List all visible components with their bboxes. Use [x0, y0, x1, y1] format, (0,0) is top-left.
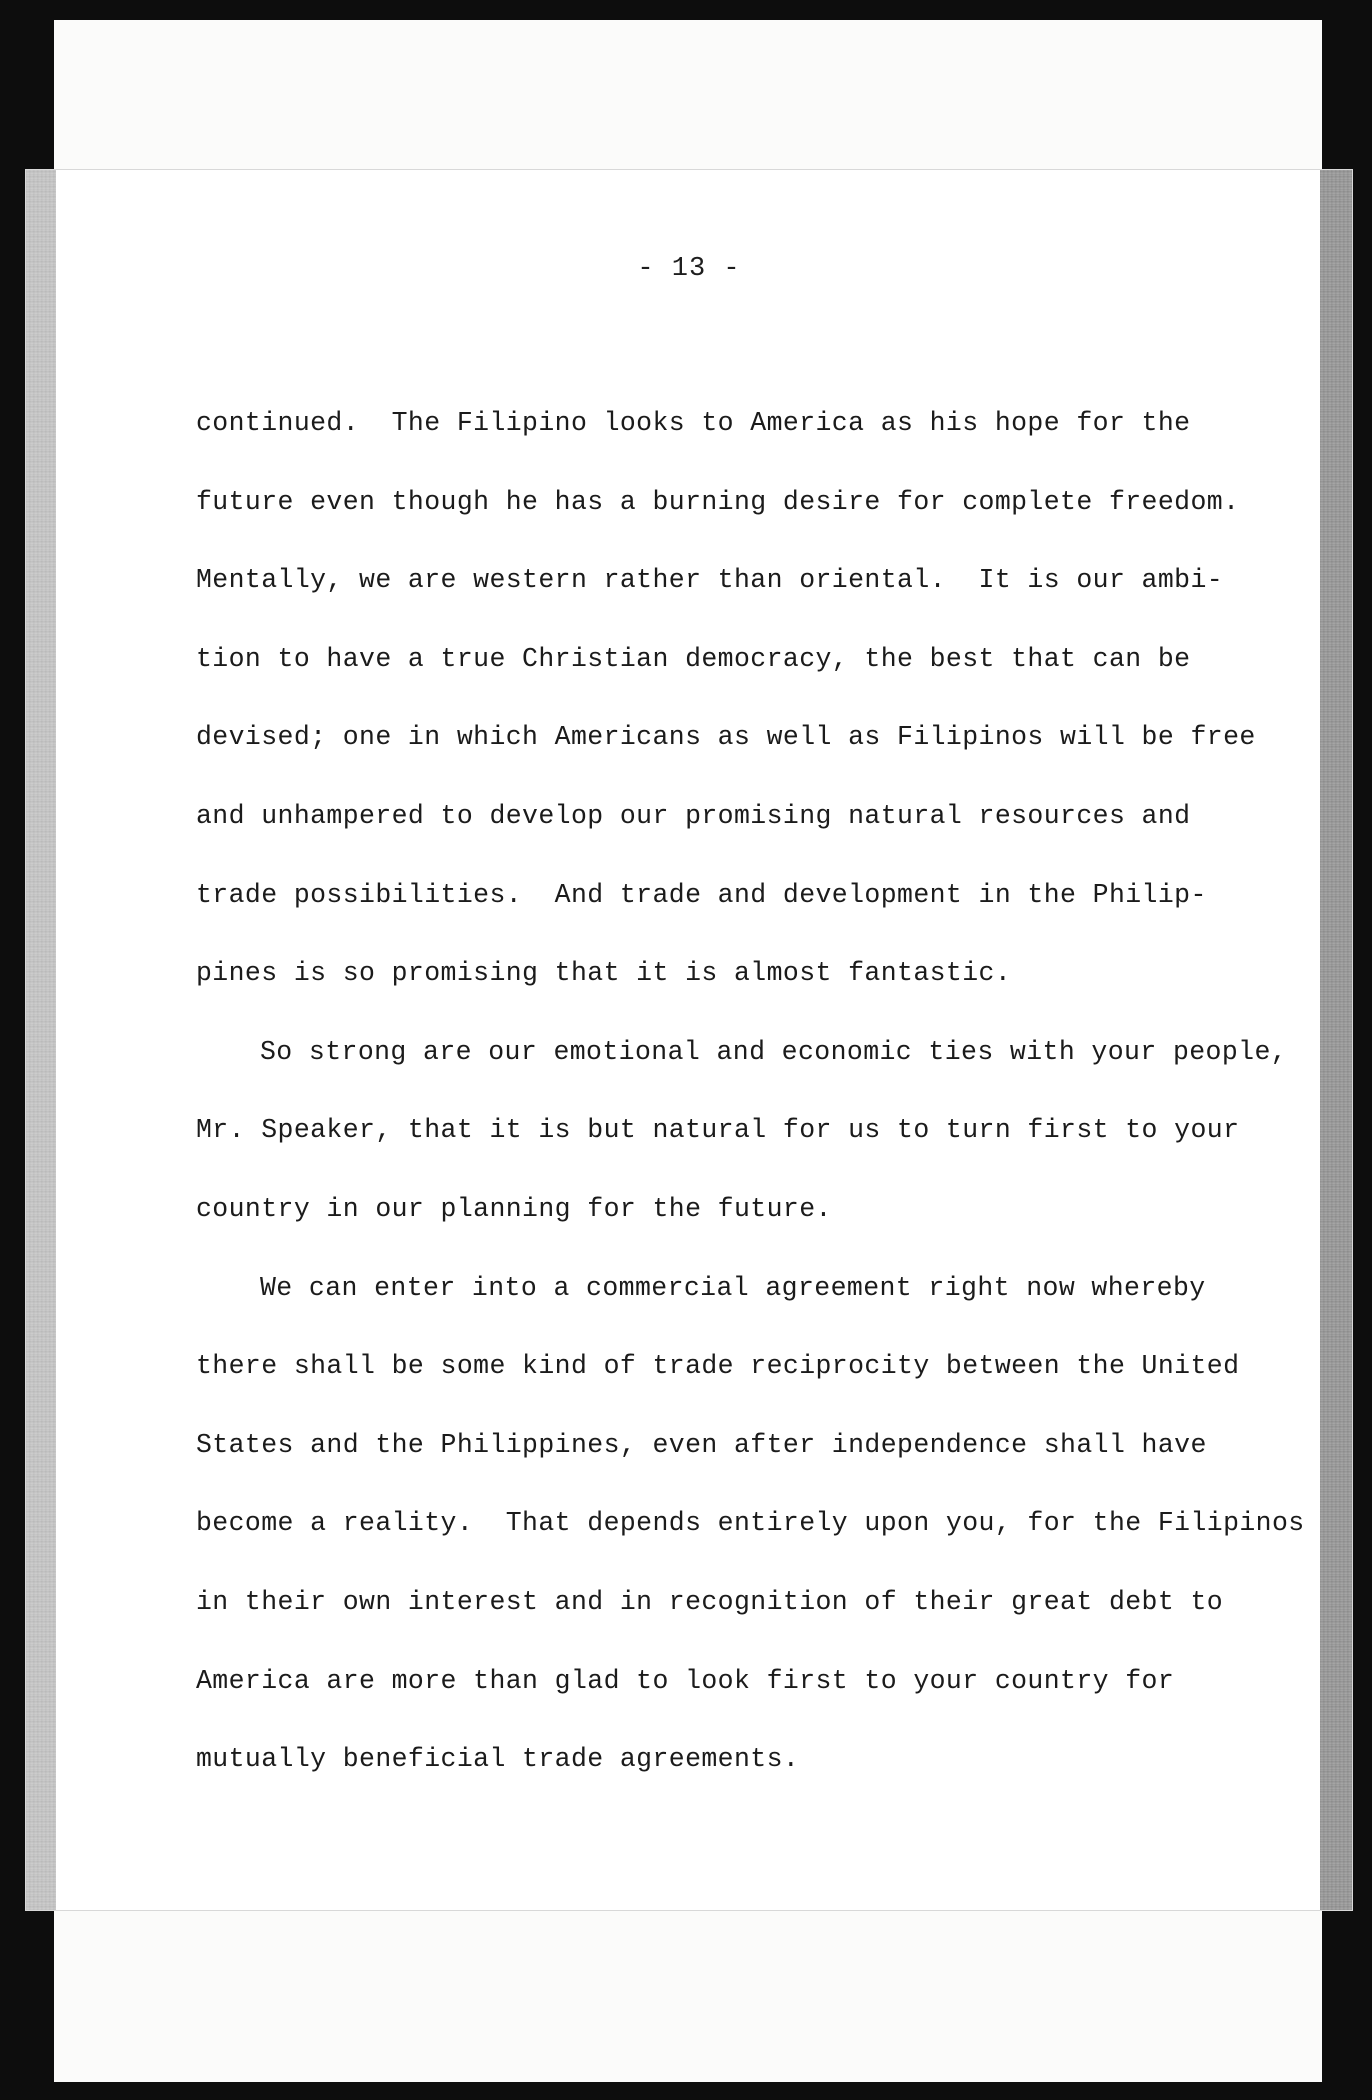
text-line: in their own interest and in recognition of their great debt to — [196, 1586, 1224, 1617]
text-line: Mentally, we are western rather than oriental. It is our ambi- — [196, 565, 1224, 596]
text-line: and unhampered to develop our promising natural resources and — [196, 800, 1191, 831]
page-edge-right — [1320, 170, 1352, 1910]
page-number: - 13 - — [637, 254, 741, 284]
page-edge-left — [26, 170, 56, 1910]
text-line: become a reality. That depends entirely upon you, for the Filipinos — [196, 1508, 1305, 1539]
text-line: So strong are our emotional and economic ties with your people, — [260, 1036, 1288, 1067]
text-line: Mr. Speaker, that it is but natural for us to turn first to your — [196, 1115, 1240, 1146]
text-line: mutually beneficial trade agreements. — [196, 1744, 800, 1775]
body-text — [196, 384, 1306, 1799]
text-line: continued. The Filipino looks to America as his hope for the — [196, 408, 1191, 438]
text-line: tion to have a true Christian democracy, the best that can be — [196, 643, 1191, 674]
document-page — [26, 170, 1352, 1910]
text-line: pines is so promising that it is almost fantastic. — [196, 958, 1012, 989]
text-line: devised; one in which Americans as well as Filipinos will be free — [196, 722, 1256, 753]
text-line: We can enter into a commercial agreement right now whereby — [260, 1272, 1206, 1303]
text-line: States and the Philippines, even after independence shall have — [196, 1429, 1207, 1460]
text-line: there shall be some kind of trade reciprocity between the United — [196, 1351, 1240, 1382]
text-line: future even though he has a burning desire for complete freedom. — [196, 486, 1240, 517]
text-line: country in our planning for the future. — [196, 1193, 832, 1224]
text-line: America are more than glad to look first to your country for — [196, 1665, 1175, 1696]
text-line: trade possibilities. And trade and development in the Philip- — [196, 879, 1207, 910]
